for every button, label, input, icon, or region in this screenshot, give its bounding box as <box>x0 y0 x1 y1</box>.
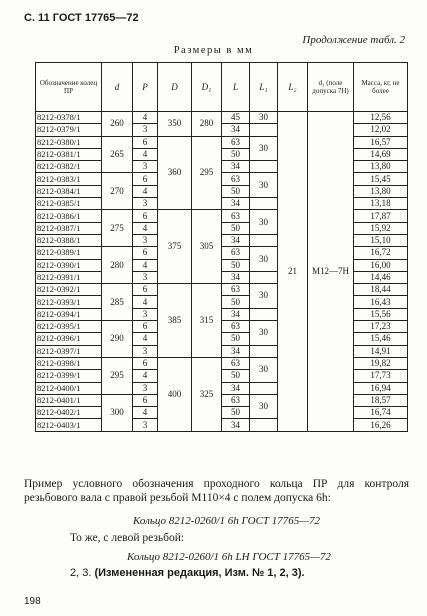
cell-mass: 14,46 <box>354 271 408 283</box>
ring-designation: 8212-0388/1 <box>36 234 102 246</box>
cell-D: 360 <box>158 136 192 210</box>
cell-L1 <box>250 345 278 357</box>
cell-p: 4 <box>133 259 158 271</box>
cell-p: 3 <box>133 198 158 210</box>
cell-p: 6 <box>133 394 158 406</box>
cell-L: 63 <box>222 247 250 259</box>
ring-designation: 8212-0398/1 <box>36 357 102 369</box>
cell-d: 285 <box>102 284 133 321</box>
col-header-mass: Масса, кг, не более <box>354 63 408 112</box>
ring-designation: 8212-0386/1 <box>36 210 102 222</box>
cell-L: 34 <box>222 234 250 246</box>
amendment-note <box>70 567 305 579</box>
col-header-d1: d₁ (поле допуска 7H) <box>308 63 354 112</box>
cell-mass: 16,72 <box>354 247 408 259</box>
cell-L1 <box>250 308 278 320</box>
cell-L: 63 <box>222 394 250 406</box>
cell-L: 34 <box>222 419 250 431</box>
cell-L: 50 <box>222 296 250 308</box>
ring-designation: 8212-0385/1 <box>36 198 102 210</box>
cell-D: 375 <box>158 210 192 284</box>
cell-mass: 16,94 <box>354 382 408 394</box>
cell-L: 63 <box>222 173 250 185</box>
cell-p: 6 <box>133 284 158 296</box>
cell-p: 4 <box>133 112 158 124</box>
cell-D1: 305 <box>192 210 222 284</box>
cell-L1 <box>250 198 278 210</box>
cell-p: 6 <box>133 357 158 369</box>
table-body <box>36 112 408 432</box>
ring-designation: 8212-0380/1 <box>36 136 102 148</box>
cell-D1: 315 <box>192 284 222 358</box>
cell-L: 50 <box>222 370 250 382</box>
cell-d: 295 <box>102 357 133 394</box>
cell-mass: 16,74 <box>354 407 408 419</box>
col-header-p: P <box>133 63 158 112</box>
cell-L: 34 <box>222 124 250 136</box>
table-header-row <box>36 63 408 112</box>
cell-mass: 18,44 <box>354 284 408 296</box>
cell-p: 3 <box>133 308 158 320</box>
cell-mass: 12,02 <box>354 124 408 136</box>
designation-example: Пример условного обозначения проходного кольца ПР для контроля резьбового вала с правой резьбой М110×4 с полем допуска 6h: <box>24 478 409 504</box>
cell-p: 6 <box>133 247 158 259</box>
ring-designation: 8212-0395/1 <box>36 321 102 333</box>
cell-D1: 280 <box>192 112 222 137</box>
cell-d: 270 <box>102 173 133 210</box>
cell-L: 50 <box>222 185 250 197</box>
ring-designation: 8212-0379/1 <box>36 124 102 136</box>
cell-L1: 30 <box>250 394 278 419</box>
cell-mass: 16,00 <box>354 259 408 271</box>
ring-designation: 8212-0390/1 <box>36 259 102 271</box>
cell-L: 34 <box>222 308 250 320</box>
cell-d: 265 <box>102 136 133 173</box>
ring-designation: 8212-0394/1 <box>36 308 102 320</box>
cell-p: 6 <box>133 136 158 148</box>
cell-p: 4 <box>133 333 158 345</box>
cell-L: 50 <box>222 148 250 160</box>
ring-designation: 8212-0396/1 <box>36 333 102 345</box>
cell-L: 63 <box>222 321 250 333</box>
cell-L: 63 <box>222 357 250 369</box>
cell-L: 50 <box>222 222 250 234</box>
cell-L1 <box>250 161 278 173</box>
cell-d: 290 <box>102 321 133 358</box>
cell-L: 50 <box>222 407 250 419</box>
cell-p: 3 <box>133 124 158 136</box>
cell-mass: 13,80 <box>354 161 408 173</box>
cell-L1: 30 <box>250 357 278 382</box>
ring-designation: 8212-0392/1 <box>36 284 102 296</box>
col-header-L2: L₂ <box>278 63 308 112</box>
cell-d1-thread: M12—7H <box>308 112 354 432</box>
cell-L1: 30 <box>250 173 278 198</box>
cell-p: 3 <box>133 161 158 173</box>
ring-designation: 8212-0399/1 <box>36 370 102 382</box>
cell-mass: 15,92 <box>354 222 408 234</box>
cell-d: 260 <box>102 112 133 137</box>
page-header-standard: С. 11 ГОСТ 17765—72 <box>24 12 139 24</box>
cell-p: 6 <box>133 321 158 333</box>
ring-designation: 8212-0382/1 <box>36 161 102 173</box>
page-number: 198 <box>24 596 41 607</box>
cell-L: 63 <box>222 136 250 148</box>
cell-mass: 15,56 <box>354 308 408 320</box>
ring-designation: 8212-0397/1 <box>36 345 102 357</box>
cell-mass: 15,45 <box>354 173 408 185</box>
cell-L: 50 <box>222 259 250 271</box>
cell-L: 63 <box>222 284 250 296</box>
cell-mass: 15,46 <box>354 333 408 345</box>
cell-L: 63 <box>222 210 250 222</box>
cell-D: 385 <box>158 284 192 358</box>
col-header-D: D <box>158 63 192 112</box>
cell-L1 <box>250 419 278 431</box>
ring-designation: 8212-0384/1 <box>36 185 102 197</box>
cell-mass: 17,87 <box>354 210 408 222</box>
cell-mass: 14,91 <box>354 345 408 357</box>
cell-p: 4 <box>133 222 158 234</box>
cell-L1: 30 <box>250 284 278 309</box>
cell-p: 4 <box>133 407 158 419</box>
cell-L1 <box>250 271 278 283</box>
example-formula-right: Кольцо 8212-0260/1 6h ГОСТ 17765—72 <box>133 515 321 527</box>
cell-p: 3 <box>133 271 158 283</box>
ring-designation: 8212-0383/1 <box>36 173 102 185</box>
cell-mass: 17,73 <box>354 370 408 382</box>
ring-designation: 8212-0387/1 <box>36 222 102 234</box>
amendment-clause-numbers: 2, 3. <box>70 567 92 579</box>
cell-L1: 30 <box>250 321 278 346</box>
cell-L: 34 <box>222 271 250 283</box>
cell-d: 300 <box>102 394 133 431</box>
cell-p: 4 <box>133 370 158 382</box>
cell-p: 4 <box>133 296 158 308</box>
dimensions-table <box>35 62 408 432</box>
cell-mass: 16,43 <box>354 296 408 308</box>
cell-mass: 16,26 <box>354 419 408 431</box>
col-header-L: L <box>222 63 250 112</box>
table-caption: Размеры в мм <box>173 45 254 56</box>
cell-L: 34 <box>222 382 250 394</box>
cell-L: 34 <box>222 161 250 173</box>
ring-designation: 8212-0401/1 <box>36 394 102 406</box>
cell-L1 <box>250 124 278 136</box>
cell-D1: 295 <box>192 136 222 210</box>
cell-p: 4 <box>133 148 158 160</box>
cell-L1 <box>250 382 278 394</box>
cell-p: 6 <box>133 210 158 222</box>
cell-p: 4 <box>133 185 158 197</box>
cell-L2: 21 <box>278 112 308 432</box>
cell-mass: 18,57 <box>354 394 408 406</box>
cell-L: 50 <box>222 333 250 345</box>
cell-mass: 17,23 <box>354 321 408 333</box>
ring-designation: 8212-0403/1 <box>36 419 102 431</box>
table-row <box>36 112 408 124</box>
cell-D: 400 <box>158 357 192 431</box>
ring-designation: 8212-0391/1 <box>36 271 102 283</box>
cell-mass: 16,57 <box>354 136 408 148</box>
cell-d: 275 <box>102 210 133 247</box>
cell-mass: 19,82 <box>354 357 408 369</box>
cell-p: 3 <box>133 345 158 357</box>
ring-designation: 8212-0400/1 <box>36 382 102 394</box>
cell-D1: 325 <box>192 357 222 431</box>
cell-L1: 30 <box>250 210 278 235</box>
cell-D: 350 <box>158 112 192 137</box>
cell-L1: 30 <box>250 112 278 124</box>
cell-L: 34 <box>222 198 250 210</box>
cell-L: 45 <box>222 112 250 124</box>
ring-designation: 8212-0389/1 <box>36 247 102 259</box>
example-formula-left: Кольцо 8212-0260/1 6h LH ГОСТ 17765—72 <box>127 551 331 563</box>
col-header-D1: D₁ <box>192 63 222 112</box>
amendment-text: (Измененная редакция, Изм. № 1, 2, 3). <box>94 567 305 579</box>
cell-mass: 13,80 <box>354 185 408 197</box>
ring-designation: 8212-0378/1 <box>36 112 102 124</box>
cell-p: 6 <box>133 173 158 185</box>
ring-designation: 8212-0393/1 <box>36 296 102 308</box>
ring-designation: 8212-0381/1 <box>36 148 102 160</box>
ring-designation: 8212-0402/1 <box>36 407 102 419</box>
table-continuation-note: Продолжение табл. 2 <box>302 34 405 46</box>
cell-d: 280 <box>102 247 133 284</box>
cell-p: 3 <box>133 234 158 246</box>
cell-p: 3 <box>133 382 158 394</box>
col-header-L1: L₁ <box>250 63 278 112</box>
cell-mass: 15,10 <box>354 234 408 246</box>
col-header-designation: Обозначение колец ПР <box>36 63 102 112</box>
cell-mass: 14,69 <box>354 148 408 160</box>
col-header-d: d <box>102 63 133 112</box>
cell-L1: 30 <box>250 136 278 161</box>
cell-p: 3 <box>133 419 158 431</box>
cell-L1: 30 <box>250 247 278 272</box>
cell-mass: 13,18 <box>354 198 408 210</box>
cell-L: 34 <box>222 345 250 357</box>
cell-mass: 12,56 <box>354 112 408 124</box>
example-left-thread-note: То же, с левой резьбой: <box>70 532 185 544</box>
cell-L1 <box>250 234 278 246</box>
